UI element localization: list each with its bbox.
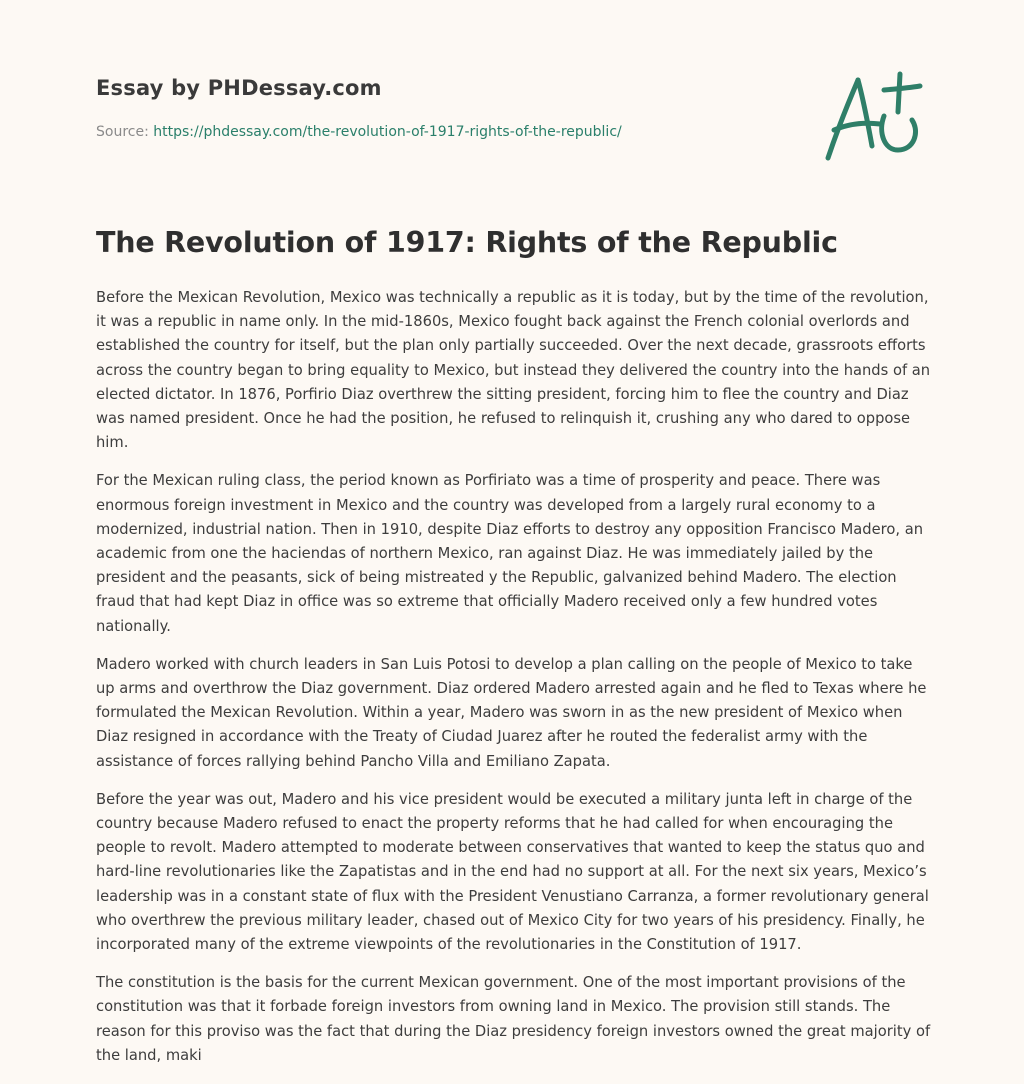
essay-title: The Revolution of 1917: Rights of the Republic [96,226,838,259]
paragraph: Before the Mexican Revolution, Mexico was technically a republic as it is today, but by the time of the revolution, it was a republic in name only. In the mid-1860s, Mexico fought back against the French colonial overlords and established the country for itself, but the plan only partially succeeded. Over the next decade, grassroots efforts across the country began to bring equality to Mexico, but instead they delivered the country into the hands of an elected dictator. In 1876, Porfirio Diaz overthrew the sitting president, forcing him to flee the country and Diaz was named president. Once he had the position, he refused to relinquish it, crushing any who dared to oppose him. [96,289,931,452]
paragraph: The constitution is the basis for the current Mexican government. One of the most important provisions of the constitution was that it forbade foreign investors from owning land in Mexico. The provision still stands. The reason for this proviso was the fact that during the Diaz presidency foreign investors owned the great majority of the land, maki [96,974,931,1064]
a-plus-logo-icon [818,68,928,164]
site-brand: Essay by PHDessay.com [96,76,382,100]
paragraph: Before the year was out, Madero and his vice president would be executed a military junta left in charge of the country because Madero refused to enact the property reforms that he had called for when encouraging the people to revolt. Madero attempted to moderate between conservatives that wanted to keep the status quo and hard-line revolutionaries like the Zapatistas and in the end had no support at all. For the next six years, Mexico’s leadership was in a constant state of flux with the President Venustiano Carranza, a former revolutionary general who overthrew the previous military leader, chased out of Mexico City for two years of his presidency. Finally, he incorporated many of the extreme viewpoints of the revolutionaries in the Constitution of 1917. [96,790,929,954]
source-line [96,124,622,140]
paragraph: Madero worked with church leaders in San Luis Potosi to develop a plan calling on the people of Mexico to take up arms and overthrow the Diaz government. Diaz ordered Madero arrested again and he fled to Texas where he formulated the Mexican Revolution. Within a year, Madero was sworn in as the new president of Mexico when Diaz resigned in accordance with the Treaty of Ciudad Juarez after he routed the federalist army with the assistance of forces rallying behind Pancho Villa and Emiliano Zapata. [96,655,927,770]
paragraph: For the Mexican ruling class, the period known as Porfiriato was a time of prosperity and peace. There was enormous foreign investment in Mexico and the country was developed from a largely rural economy to a modernized, industrial nation. Then in 1910, despite Diaz efforts to destroy any opposition Francisco Madero, an academic from one the haciendas of northern Mexico, ran against Diaz. He was immediately jailed by the president and the peasants, sick of being mistreated y the Republic, galvanized behind Madero. The election fraud that had kept Diaz in office was so extreme that officially Madero received only a few hundred votes nationally. [96,472,924,635]
essay-body [96,286,934,1082]
source-link[interactable]: https://phdessay.com/the-revolution-of-1917-rights-of-the-republic/ [153,124,622,140]
source-label: Source: [96,124,149,140]
